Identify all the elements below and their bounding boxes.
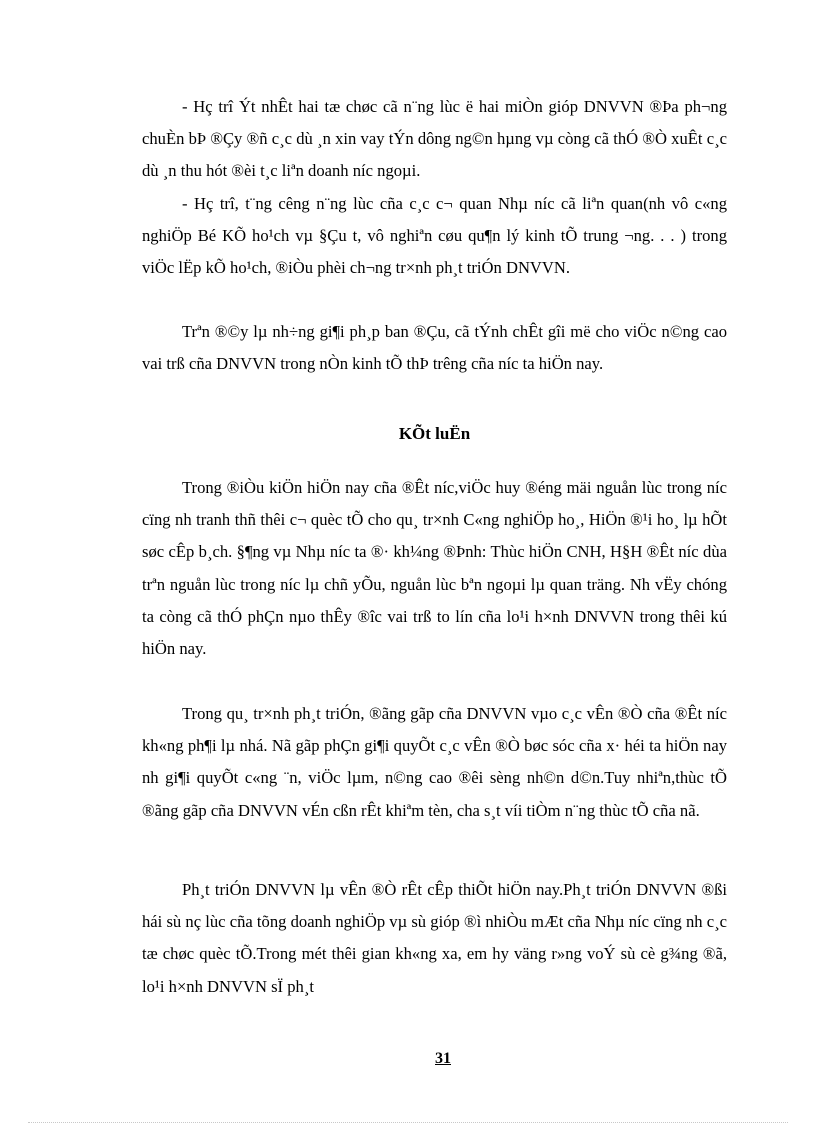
paragraph-text: Ph¸t triÓn DNVVN lµ vÊn ®Ò rÊt cÊp thiÕt hiÖn nay.Ph¸t triÓn DNVVN ®ßi hái sù nç lùc cña tõng doanh nghiÖp vµ sù gióp ®ì nhiÒu mÆt cña Nhµ níc cïng nh c¸c tæ chøc quèc tÕ.Trong mét thêi gian kh«ng xa, em hy väng r»ng voÝ sù cè g¾ng ®ã, lo¹i h×nh DNVVN sÏ ph¸t	[142, 880, 727, 996]
paragraph-text: - Hç trî Ýt nhÊt hai tæ chøc cã n¨ng lùc ë hai miÒn gióp DNVVN ®Þa ph¬ng chuÈn bÞ ®Çy ®ñ c¸c dù ¸n xin vay tÝn dông ng©n hµng vµ còng cã thÓ ®Ò xuÊt c¸c dù ¸n thu hót ®èi t¸c liªn doanh níc ngoµi.	[142, 97, 727, 181]
page-number: 31	[435, 1050, 451, 1067]
body-paragraph	[142, 188, 727, 285]
body-paragraph	[142, 698, 727, 827]
body-paragraph	[142, 472, 727, 665]
section-heading: KÕt luËn	[398, 424, 471, 443]
paragraph-text: - Hç trî, t¨ng cêng n¨ng lùc cña c¸c c¬ quan Nhµ níc cã liªn quan(nh vô c«ng nghiÖp Bé KÕ ho¹ch vµ §Çu t, vô nghiªn cøu qu¶n lý kinh tÕ trung ¬ng. . . ) trong viÖc lËp kÕ ho¹ch, ®iÒu phèi ch¬ng tr×nh ph¸t triÓn DNVVN.	[142, 194, 727, 278]
paragraph-text: Trong qu¸ tr×nh ph¸t triÓn, ®ãng gãp cña DNVVN vµo c¸c vÊn ®Ò cña ®Êt níc kh«ng ph¶i lµ nhá. Nã gãp phÇn gi¶i quyÕt c¸c vÊn ®Ò bøc sóc cña x· héi ta hiÖn nay nh gi¶i quyÕt c«ng ¨n, viÖc lµm, n©ng cao ®êi sèng nh©n d©n.Tuy nhiªn,thùc tÕ ®ãng gãp cña DNVVN vÉn cßn rÊt khiªm tèn, cha s¸t víi tiÒm n¨ng thùc tÕ cña nã.	[142, 704, 727, 820]
paragraph-text: Trong ®iÒu kiÖn hiÖn nay cña ®Êt níc,viÖc huy ®éng mäi nguån lùc trong níc cïng nh tranh thñ thêi c¬ quèc tÕ cho qu¸ tr×nh C«ng nghiÖp ho¸, HiÖn ®¹i ho¸ lµ hÕt søc cÊp b¸ch. §¶ng vµ Nhµ níc ta ®· kh¼ng ®Þnh: Thùc hiÖn CNH, H§H ®Êt níc dùa trªn nguån lùc trong níc lµ chñ yÕu, nguån lùc bªn ngoµi lµ quan träng. Nh vËy chóng ta còng cã thÓ phÇn nµo thÊy ®îc vai trß to lín cña lo¹i h×nh DNVVN trong thêi kú hiÖn nay.	[142, 478, 727, 659]
body-paragraph	[142, 91, 727, 188]
body-paragraph	[142, 316, 727, 380]
paragraph-text: Trªn ®©y lµ nh÷ng gi¶i ph¸p ban ®Çu, cã tÝnh chÊt gîi më cho viÖc n©ng cao vai trß cña DNVVN trong nÒn kinh tÕ thÞ trêng cña níc ta hiÖn nay.	[142, 322, 727, 374]
body-paragraph	[142, 874, 727, 1003]
